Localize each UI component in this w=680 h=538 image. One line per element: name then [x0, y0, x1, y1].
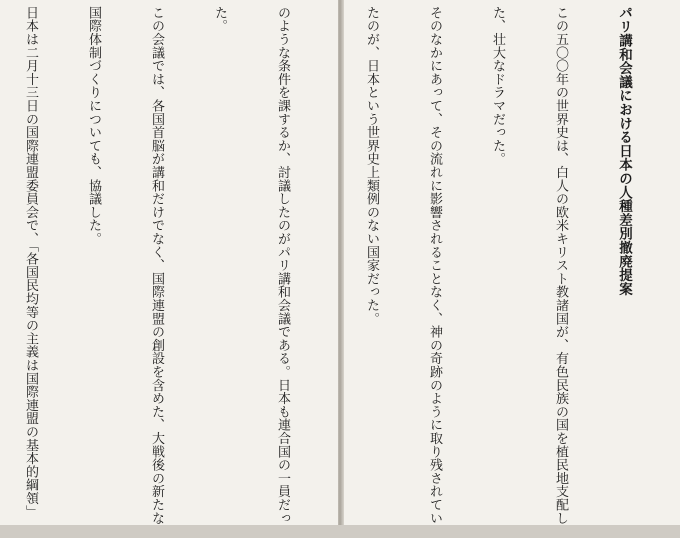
text-line: た、壮大なドラマだった。 — [490, 6, 505, 166]
text-line: 国際体制づくりについても、協議した。 — [86, 6, 101, 246]
section-heading: パリ講和会議における日本の人種差別撤廃提案 — [616, 6, 632, 296]
left-page — [0, 0, 338, 525]
text-line: この会議では、各国首脳が講和だけでなく、国際連盟の創設を含めた、大戦後の新たな — [149, 6, 164, 525]
text-line: そのなかにあって、その流れに影響されることなく、神の奇跡のように取り残されてい — [427, 6, 442, 525]
text-line: た。 — [212, 6, 227, 33]
left-page-text — [0, 6, 335, 525]
text-line: 日本は二月十三日の国際連盟委員会で、「各国民均等の主義は国際連盟の基本的綱領」 — [23, 6, 38, 519]
text-line: たのが、日本という世界史上類例のない国家だった。 — [364, 6, 379, 326]
text-line: のような条件を課するか、討議したのがパリ講和会議である。日本も連合国の一員だっ — [275, 6, 290, 525]
right-page — [342, 0, 680, 525]
text-line: この五〇〇年の世界史は、白人の欧米キリスト教諸国が、有色民族の国を植民地支配し — [553, 6, 568, 525]
